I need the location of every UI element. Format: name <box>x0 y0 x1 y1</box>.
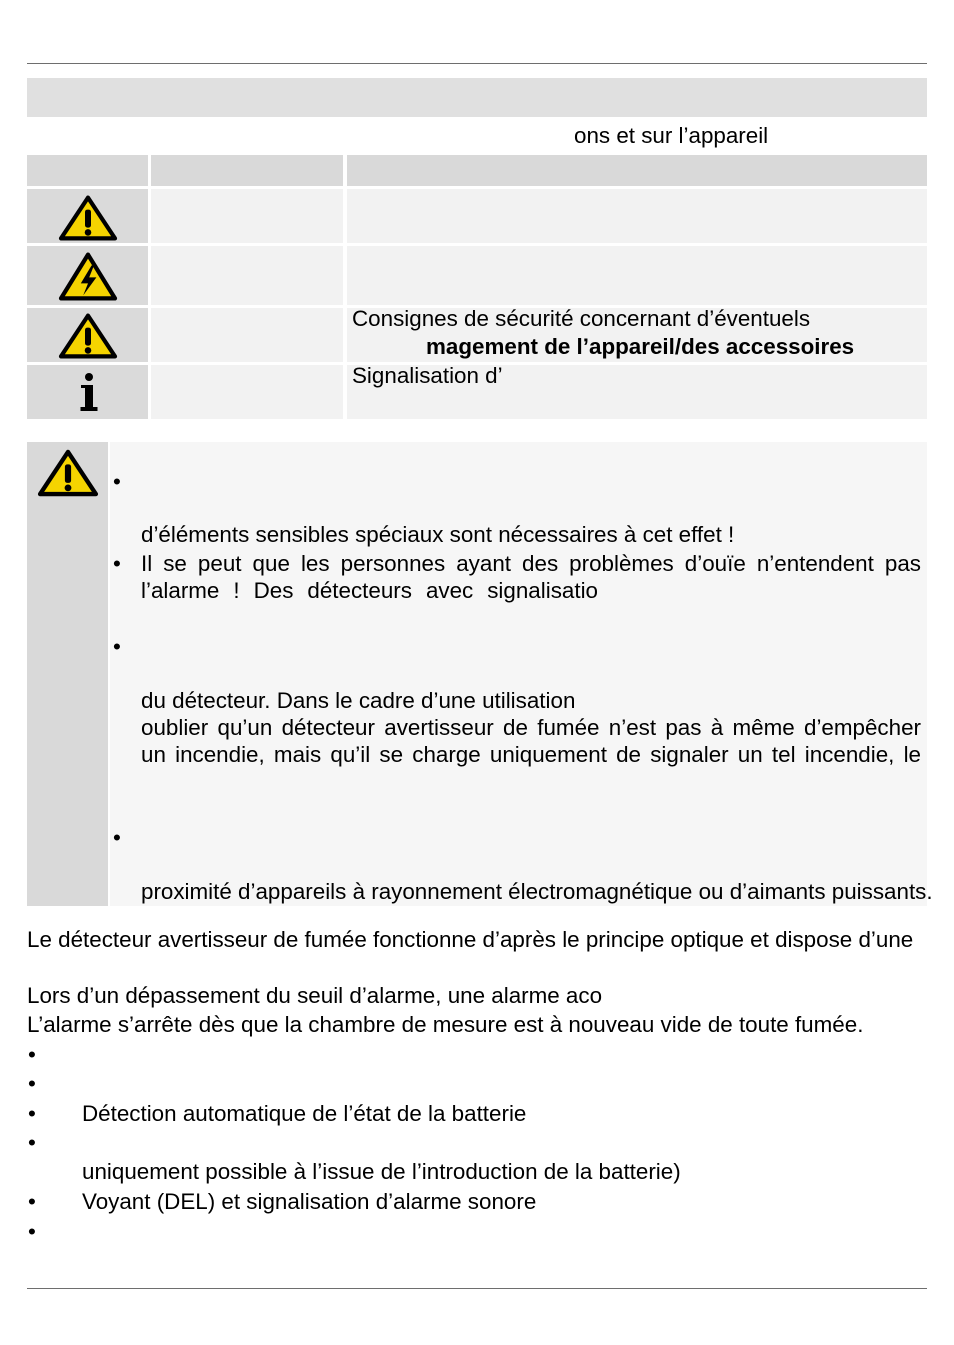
bullet: • <box>113 634 121 659</box>
high-voltage-icon <box>58 251 118 302</box>
intro-text: ons et sur l’appareil <box>574 123 769 148</box>
bullet: • <box>28 1189 36 1214</box>
top-rule <box>27 63 927 64</box>
section-title-bar <box>27 78 927 117</box>
table-cell-term <box>151 246 343 305</box>
warning-line: proximité d’appareils à rayonnement électromagnétique ou d’aimants puissants. <box>141 879 933 904</box>
warning-line: d’éléments sensibles spéciaux sont nécessaires à cet effet ! <box>141 522 735 547</box>
bullet: • <box>28 1219 36 1244</box>
row-description-emphasis: magement de l’appareil/des accessoires <box>426 334 855 359</box>
paragraph-line: Le détecteur avertisseur de fumée fonctionne d’après le principe optique et dispose d’une <box>27 927 914 952</box>
list-item: uniquement possible à l’issue de l’introduction de la batterie) <box>82 1159 681 1184</box>
warning-line: l’alarme ! Des détecteurs avec signalisatio <box>141 578 598 603</box>
bullet: • <box>113 825 121 850</box>
warning-line: Il se peut que les personnes ayant des problèmes d’ouïe n’entendent pas <box>141 551 921 576</box>
bullet: • <box>113 469 121 494</box>
row-description: Signalisation d’ <box>352 363 503 388</box>
table-header-term <box>151 155 343 186</box>
table-cell-term <box>151 308 343 362</box>
warning-box-content <box>110 442 927 906</box>
warning-box-sidebar <box>27 442 108 906</box>
table-cell-description <box>347 189 927 243</box>
warning-line: un incendie, mais qu’il se charge uniquement de signaler un tel incendie, le <box>141 742 921 767</box>
table-cell-description <box>347 246 927 305</box>
warning-icon <box>58 194 118 242</box>
paragraph-line: Lors d’un dépassement du seuil d’alarme, une alarme aco <box>27 983 603 1008</box>
warning-line: du détecteur. Dans le cadre d’une utilisation <box>141 688 576 713</box>
row-description: Consignes de sécurité concernant d’éventuels <box>352 306 811 331</box>
table-header-symbol <box>27 155 148 186</box>
bullet: • <box>28 1071 36 1096</box>
bullet: • <box>28 1130 36 1155</box>
bullet: • <box>113 551 121 576</box>
paragraph-line: L’alarme s’arrête dès que la chambre de mesure est à nouveau vide de toute fumée. <box>27 1012 864 1037</box>
warning-icon <box>58 312 118 360</box>
table-cell-term <box>151 365 343 419</box>
table-header-meaning <box>347 155 927 186</box>
list-item: Voyant (DEL) et signalisation d’alarme sonore <box>82 1189 537 1214</box>
bullet: • <box>28 1101 36 1126</box>
warning-line: oublier qu’un détecteur avertisseur de fumée n’est pas à même d’empêcher <box>141 715 921 740</box>
table-cell-term <box>151 189 343 243</box>
list-item: Détection automatique de l’état de la batterie <box>82 1101 527 1126</box>
bottom-rule <box>27 1288 927 1289</box>
warning-icon <box>37 448 99 498</box>
info-icon <box>79 373 99 411</box>
bullet: • <box>28 1042 36 1067</box>
